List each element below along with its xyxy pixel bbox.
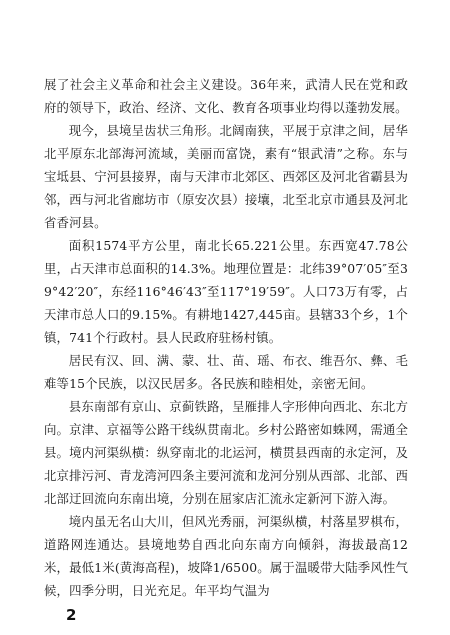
paragraph-6: 境内虽无名山大川，但风光秀丽，河渠纵横，村落星罗棋布，道路网连通达。县境地势自西北向东南方向倾斜，海拔最高12米，最低1米(黄海高程)，坡降1/6500。属于温暖带大陆季风性气候，四季分明，日光充足。年平均气温为	[44, 514, 408, 598]
paragraph-2: 现今，县境呈齿状三角形。北阔南狭，平展于京津之间，居华北平原东北部海河流域，美丽而富饶，素有“银武清”之称。东与宝坻县、宁河县接界，南与天津市北郊区、西郊区及河北省霸县为邻，西与河北省廊坊市（原安次县）接壤，北至北京市通县及河北省香河县。	[44, 123, 408, 230]
paragraph-5: 县东南部有京山、京蓟铁路，呈雁排人字形伸向西北、东北方向。京津、京福等公路干线纵贯南北。乡村公路密如蛛网，需通全县。境内河渠纵横：纵穿南北的北运河，横贯县西南的永定河，及北京排污河、青龙湾河四条主要河流和龙河分别从西部、北部、西北部迂回流向东南出境，分别在屈家店汇流永定新河下游入海。	[44, 399, 408, 506]
page-number: 2	[66, 606, 77, 624]
body-text	[44, 73, 408, 602]
paragraph-3: 面积1574平方公里，南北长65.221公里。东西宽47.78公里，占天津市总面积的14.3%。地理位置是：北纬39°07′05″至39°42′20″，东经116°46′43″至117°19′59″。人口73万有零，占天津市总人口的9.15%。有耕地1427,445亩。县辖33个乡，1个镇，741个行政村。县人民政府驻杨村镇。	[44, 238, 408, 345]
paragraph-1: 展了社会主义革命和社会主义建设。36年来，武清人民在党和政府的领导下，政治、经济、文化、教育各项事业均得以蓬勃发展。	[44, 77, 408, 115]
paragraph-4: 居民有汉、回、满、蒙、壮、苗、瑶、布衣、维吾尔、彝、毛难等15个民族，以汉民居多。各民族和睦相处，亲密无间。	[44, 353, 408, 391]
